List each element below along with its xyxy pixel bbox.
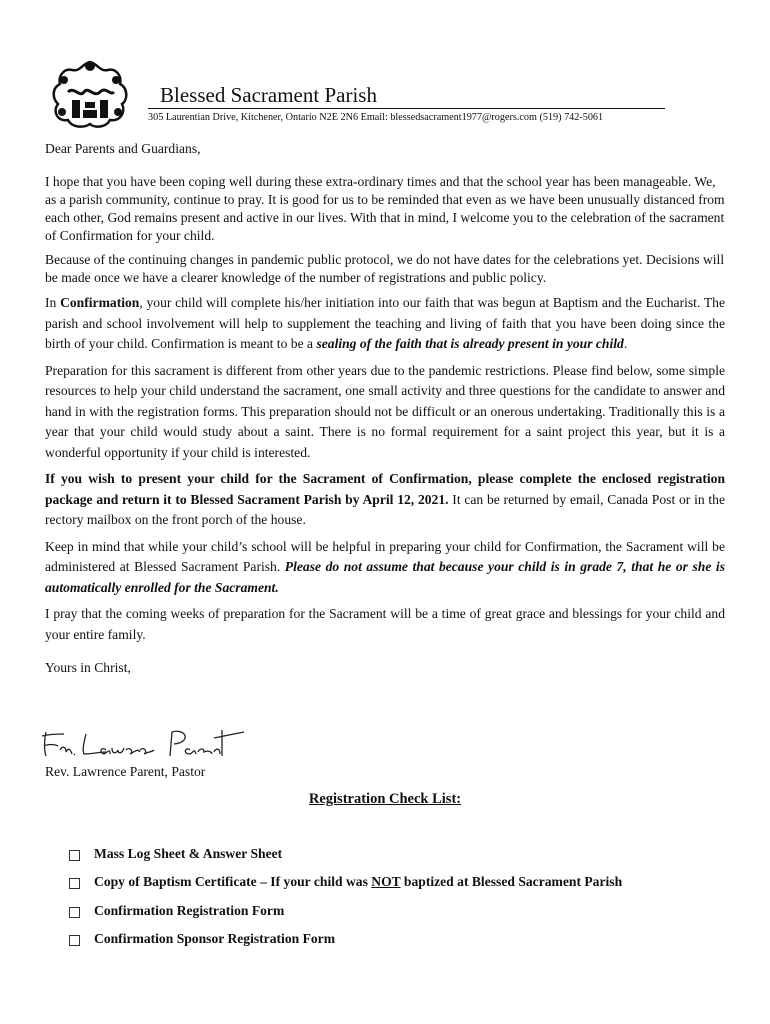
p3-text-a: In: [45, 295, 61, 310]
contact-line: 305 Laurentian Drive, Kitchener, Ontario N2E 2N6 Email: blessedsacrament1977@rogers.com (519) 742-5061: [148, 112, 604, 123]
checkbox[interactable]: [69, 850, 80, 861]
label-part-a: Copy of Baptism Certificate – If your child was: [94, 874, 372, 890]
signature: [40, 722, 245, 762]
greeting: Dear Parents and Guardians,: [45, 141, 201, 156]
paragraph-1: I hope that you have been coping well during these extra-ordinary times and that the school year has been manageable. We, as a parish community, continue to pray. It is good for us to be reminded that even as we have been unusually distanced from each other, God remains present and active in our lives. With that in mind, I welcome you to the celebration of the sacrament of Confirmation for your child.: [45, 174, 725, 243]
p3-text-c: , your child will complete his/her initiation into our faith that was begun at Baptism and the Eucharist. The parish and school involvement will help to supplement the teaching and living of faith that you have been doing since the birth of your child. Confirmation is meant to be a: [45, 295, 725, 351]
p5-rest: It can be returned by email, Canada Post or in the rectory mailbox on the front porch of the house.: [45, 491, 725, 527]
p3-emphasis: sealing of the faith that is already present in your child: [316, 336, 624, 351]
parish-name: Blessed Sacrament Parish: [148, 82, 665, 109]
checklist-item-label: Mass Log Sheet & Answer Sheet: [94, 846, 283, 861]
signer-name: Rev. Lawrence Parent, Pastor: [45, 764, 206, 779]
paragraph-7: I pray that the coming weeks of preparation for the Sacrament will be a time of great grace and blessings for your child and your entire family.: [45, 606, 725, 642]
p5-bold: If you wish to present your child for the Sacrament of Confirmation, please complete the enclosed registration package and return it to Blessed Sacrament Parish by April 12, 2021.: [45, 471, 725, 507]
label-emphasis-not: NOT: [371, 874, 401, 890]
parish-logo: [50, 58, 130, 130]
closing: Yours in Christ,: [45, 660, 131, 675]
letter-body: [45, 140, 725, 677]
paragraph-6: [45, 537, 725, 599]
p3-text-e: .: [623, 336, 628, 351]
p3-confirmation: Confirmation: [60, 295, 140, 310]
paragraph-4: Preparation for this sacrament is different from other years due to the pandemic restrictions. Please find below, some simple resources to help your child understand the sacrament, one small activity and three questions for the candidate to answer and hand in with the registration forms. This preparation should not be difficult or an onerous undertaking. Traditionally this is a year that your child would study about a saint. There is no formal requirement for a saint project this year, but it is a wonderful opportunity if your child is interested.: [45, 362, 725, 460]
p6-text: Keep in mind that while your child’s school will be helpful in preparing your child for Confirmation, the Sacrament will be administered at Blessed Sacrament Parish.: [45, 538, 725, 574]
checklist-title: Registration Check List:: [308, 791, 462, 807]
checklist-item-label: [94, 874, 622, 890]
paragraph-2: Because of the continuing changes in pandemic public protocol, we do not have dates for the celebrations yet. Decisions will be made once we have a clearer knowledge of the number of registrations and public policy.: [45, 252, 725, 285]
checkbox[interactable]: [69, 878, 80, 889]
checkbox[interactable]: [69, 907, 80, 918]
checklist-item: [67, 874, 622, 902]
registration-checklist: [67, 846, 622, 960]
checklist-item-label: Confirmation Registration Form: [94, 902, 285, 918]
checklist-item-label: Confirmation Sponsor Registration Form: [94, 931, 336, 947]
label-part-b: baptized at Blessed Sacrament Parish: [400, 874, 623, 890]
checklist-item: [67, 903, 622, 931]
p6-emphasis: Please do not assume that because your child is in grade 7, that he or she is automatically enrolled for the Sacrament.: [45, 559, 725, 595]
checklist-item: [67, 931, 622, 959]
paragraph-5: [45, 469, 725, 531]
checkbox[interactable]: [69, 935, 80, 946]
paragraph-3: [45, 293, 725, 355]
checklist-item: [67, 846, 622, 874]
